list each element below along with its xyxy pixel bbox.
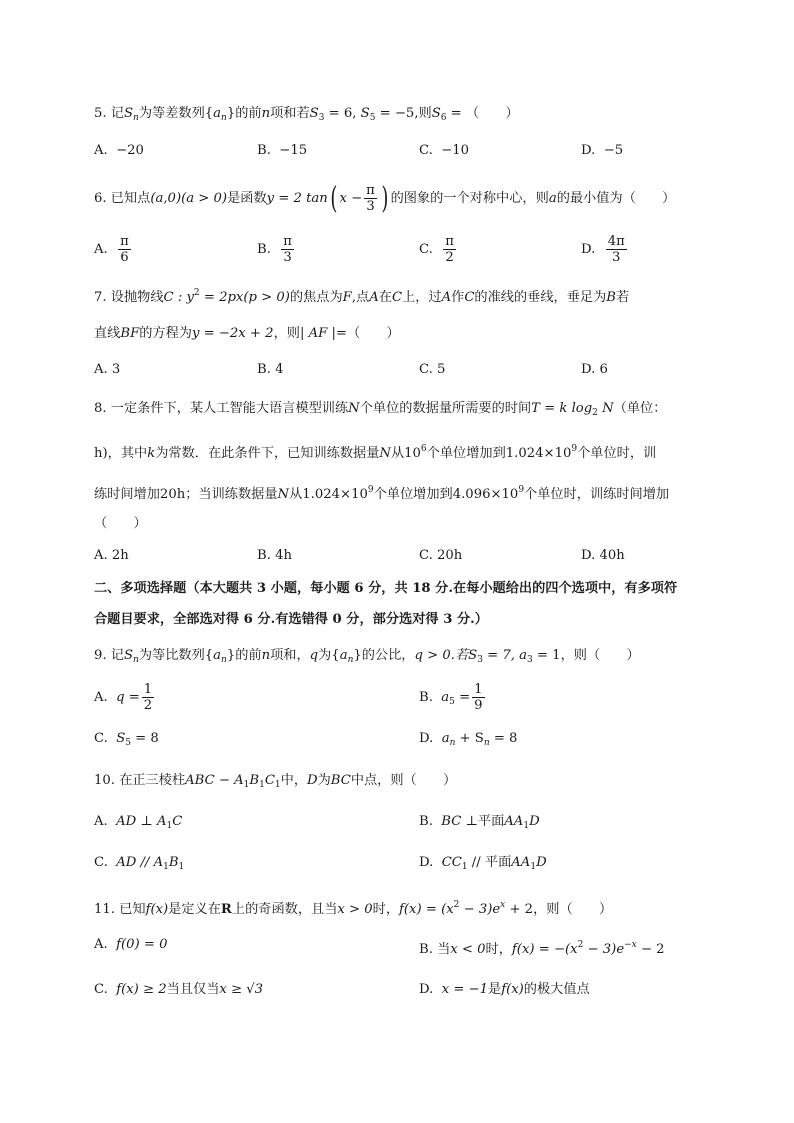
text: 为等差数列 xyxy=(138,106,205,121)
text: 在 xyxy=(378,290,392,305)
text: 项和， xyxy=(270,648,310,663)
text: 记 xyxy=(110,648,124,663)
math: a xyxy=(213,106,222,121)
text: 的焦点为 xyxy=(289,290,343,305)
math: 3 xyxy=(527,655,533,665)
question-7-line-1: 7. 设抛物线C : $y^2 = 2px(p > 0)$的焦点为F,点A在C上，过A作C的准线的垂线，垂足为B若 xyxy=(94,288,630,305)
text: 若 xyxy=(615,290,630,305)
math: A xyxy=(369,290,379,305)
option-c: C. 20h xyxy=(419,548,463,563)
text: 的公比， xyxy=(361,648,415,663)
question-8-line-3 xyxy=(94,480,734,505)
question-9: 9. 记$S_n$为等比数列$\{a_n\}$的前n项和，q为$\{a_n\}$的公比，q > 0.若$S_3 = 7$, $a_3 = 1$，则（ ） xyxy=(94,648,640,665)
math: 1 xyxy=(243,780,250,790)
math: S xyxy=(431,106,441,121)
math: n xyxy=(261,106,271,121)
math: C xyxy=(163,290,174,305)
math: 9 xyxy=(367,485,374,495)
option-a: A. f(0) = 0 xyxy=(94,937,168,952)
math: f(x) xyxy=(145,902,169,917)
option-b: B. $\frac{\pi}{3}$ xyxy=(257,234,292,265)
text: 已知 xyxy=(119,902,146,917)
math: 9 xyxy=(518,485,525,495)
question-5: 5. 记$S_n$为等差数列$\{a_n\}$的前n项和若$S_3 = 6$, $S_5 = -5$,则$S_6$ = （ ） xyxy=(94,106,519,123)
question-number: 5. xyxy=(94,106,107,121)
text: 个单位时，训练时间增加 xyxy=(524,487,670,502)
option-d: D. 40h xyxy=(581,548,625,563)
question-number: 11. xyxy=(94,902,115,917)
option-a: A. q = $\frac{1}{2}$ xyxy=(94,682,153,713)
option-c: C. −10 xyxy=(419,143,470,158)
math: S xyxy=(123,648,134,663)
math: = 6, xyxy=(324,106,361,121)
text: ，则（ ） xyxy=(560,648,640,663)
math: = −5 xyxy=(375,106,415,121)
math: C xyxy=(464,290,475,305)
math: S xyxy=(123,106,134,121)
text: ，则 xyxy=(273,326,300,341)
text: 的准线的垂线，垂足为 xyxy=(474,290,607,305)
text: 练时间增加20h；当训练数据量 xyxy=(94,487,278,502)
math: n xyxy=(261,648,271,663)
option-b: B. $a_5$ = $\frac{1}{9}$ xyxy=(419,682,483,713)
math: q > 0.若 xyxy=(414,648,469,663)
math: : y xyxy=(173,290,194,305)
text: 个单位增加到4.096×10 xyxy=(373,487,519,502)
text: ，则（ ） xyxy=(533,902,613,917)
math: 9 xyxy=(571,444,578,454)
text: 的前 xyxy=(235,648,262,663)
math: D xyxy=(307,773,318,788)
option-c: C. AD // $A_1B_1$ xyxy=(94,855,185,872)
text: ,点 xyxy=(351,290,370,305)
math: n xyxy=(133,113,139,123)
question-number: 7. xyxy=(94,290,107,305)
math: N xyxy=(379,446,391,461)
text: 的前 xyxy=(235,106,262,121)
question-8-line-2 xyxy=(94,439,734,464)
math: S xyxy=(360,106,370,121)
math: A xyxy=(441,290,452,305)
math: N xyxy=(348,401,360,416)
math: n xyxy=(133,655,139,665)
text: （ ） xyxy=(94,516,147,531)
math: y = 2 tan xyxy=(266,191,328,206)
question-number: 8. xyxy=(94,401,107,416)
math: f(x) = (x xyxy=(399,902,454,917)
math: a xyxy=(548,191,557,206)
text: ,则 xyxy=(414,106,432,121)
math: 1 xyxy=(274,780,281,790)
text: 为常数．在此条件下，已知训练数据量 xyxy=(155,446,380,461)
math: B xyxy=(249,773,260,788)
math: 6 xyxy=(420,444,427,454)
option-d: D. 6 xyxy=(581,362,608,377)
text: 上的奇函数，且当 xyxy=(231,902,338,917)
text: 时， xyxy=(372,902,400,917)
math: BC xyxy=(330,773,351,788)
math: 3 xyxy=(477,655,483,665)
math: N xyxy=(277,487,290,502)
option-a: A. 2h xyxy=(94,548,129,563)
option-d: D. $\frac{4\pi}{3}$ xyxy=(581,234,625,265)
section-heading-cont: 合题目要求，全部选对得 6 分.有选错得 0 分，部分选对得 3 分.） xyxy=(94,612,488,627)
option-c: C. $S_5 = 8$ xyxy=(94,731,159,748)
text: 是定义在 xyxy=(168,902,221,917)
math: 2 xyxy=(592,408,598,418)
option-b: B. 4h xyxy=(257,548,292,563)
option-d: D. $CC_1$ // 平面$AA_1D$ xyxy=(419,855,547,872)
math: B xyxy=(606,290,616,305)
option-d: D. x = −1是f(x)的极大值点 xyxy=(419,982,590,997)
text: =（ ） xyxy=(335,326,400,341)
math: 6 xyxy=(440,113,447,123)
text: 上，过 xyxy=(402,290,442,305)
text: h)，其中 xyxy=(94,446,148,461)
option-b: B. −15 xyxy=(257,143,308,158)
math: (a,0)(a > 0) xyxy=(150,191,228,206)
option-a: A. −20 xyxy=(94,143,144,158)
text: 为 xyxy=(317,773,331,788)
text: 一定条件下，某人工智能大语言模型训练 xyxy=(110,401,349,416)
text: 的方程为 xyxy=(139,326,192,341)
math: = 7, a xyxy=(482,648,528,663)
math: C xyxy=(264,773,275,788)
math: x > 0 xyxy=(337,902,373,917)
math: 5 xyxy=(369,113,376,123)
text: 是函数 xyxy=(227,191,267,206)
text: （单位： xyxy=(613,401,667,416)
math: R xyxy=(220,902,232,917)
math: 3 xyxy=(318,113,325,123)
question-number: 10. xyxy=(94,773,115,788)
text: 项和若 xyxy=(270,106,310,121)
option-b: B. BC ⊥平面$AA_1D$ xyxy=(419,814,540,831)
text: 个单位增加到1.024×10 xyxy=(426,446,572,461)
math: = 1 xyxy=(532,648,561,663)
math: | AF | xyxy=(299,326,336,341)
text: 设抛物线 xyxy=(110,290,164,305)
math: 2 xyxy=(453,900,460,910)
text: 为 xyxy=(318,648,332,663)
option-a: A. 3 xyxy=(94,362,121,377)
math: q xyxy=(309,648,319,663)
question-8-line-1 xyxy=(94,399,734,423)
option-a: A. $\frac{\pi}{6}$ xyxy=(94,234,129,265)
math: = 2px(p > 0) xyxy=(199,290,290,305)
question-11 xyxy=(94,895,734,920)
text: 的最小值为（ ） xyxy=(556,191,676,206)
section-heading: 二、多项选择题（本大题共 3 小题，每小题 6 分，共 18 分.在每小题给出的四个选项中，有多项符 xyxy=(94,581,678,596)
math: k xyxy=(147,446,156,461)
text: 记 xyxy=(110,106,124,121)
text: 中点，则（ ） xyxy=(350,773,457,788)
math: y = −2x + 2 xyxy=(191,326,274,341)
math: + 2 xyxy=(505,902,534,917)
question-number: 9. xyxy=(94,648,107,663)
math: a xyxy=(213,648,222,663)
text: 个单位的数据量所需要的时间 xyxy=(359,401,532,416)
text: 个单位时，训 xyxy=(577,446,657,461)
option-b: B. 当x < 0时，$f(x) = -(x^2 - 3)e^{-x} - 2$ xyxy=(419,940,665,957)
math: n xyxy=(347,655,354,665)
text: = （ ） xyxy=(446,106,519,121)
math: N xyxy=(597,401,614,416)
question-7-line-2 xyxy=(94,324,734,344)
option-c: C. 5 xyxy=(419,362,446,377)
math: n xyxy=(221,655,227,665)
text: 作 xyxy=(451,290,465,305)
math: C xyxy=(391,290,403,305)
option-b: B. 4 xyxy=(257,362,284,377)
math: S xyxy=(468,648,478,663)
question-number: 6. xyxy=(94,191,107,206)
option-c: C. f(x) ≥ 2当且仅当x ≥ √3 xyxy=(94,982,264,997)
text: 已知点 xyxy=(110,191,151,206)
text: 从1.024×10 xyxy=(289,487,368,502)
math: x xyxy=(500,900,506,910)
math: − 3)e xyxy=(459,902,501,917)
option-a: A. AD ⊥ $A_1C$ xyxy=(94,814,183,831)
fraction: $\frac{\pi}{3}$ xyxy=(366,183,375,214)
text: 中， xyxy=(280,773,308,788)
option-d: D. $a_n + S_n = 8$ xyxy=(419,731,518,748)
math: 1 xyxy=(259,780,265,790)
math: a xyxy=(339,648,348,663)
question-6: 6. 已知点(a,0)(a > 0)是函数y = 2 tan( x − $\frac{\pi}{3}$ ) 的图象的一个对称中心，则a的最小值为（ ） xyxy=(94,180,676,216)
math: T = k log xyxy=(531,401,593,416)
math: S xyxy=(309,106,319,121)
text: 在正三棱柱 xyxy=(119,773,186,788)
math: n xyxy=(221,113,227,123)
text: 的图象的一个对称中心，则 xyxy=(390,191,549,206)
math: x − xyxy=(339,191,363,206)
math: F xyxy=(342,290,352,305)
text: 直线 xyxy=(94,326,121,341)
math: BF xyxy=(120,326,140,341)
text: 从10 xyxy=(390,446,421,461)
text: 为等比数列 xyxy=(138,648,205,663)
question-8-line-4 xyxy=(94,514,734,534)
option-c: C. $\frac{\pi}{2}$ xyxy=(419,234,454,265)
question-10 xyxy=(94,771,734,795)
option-d: D. −5 xyxy=(581,143,624,158)
math: ABC − A xyxy=(185,773,244,788)
